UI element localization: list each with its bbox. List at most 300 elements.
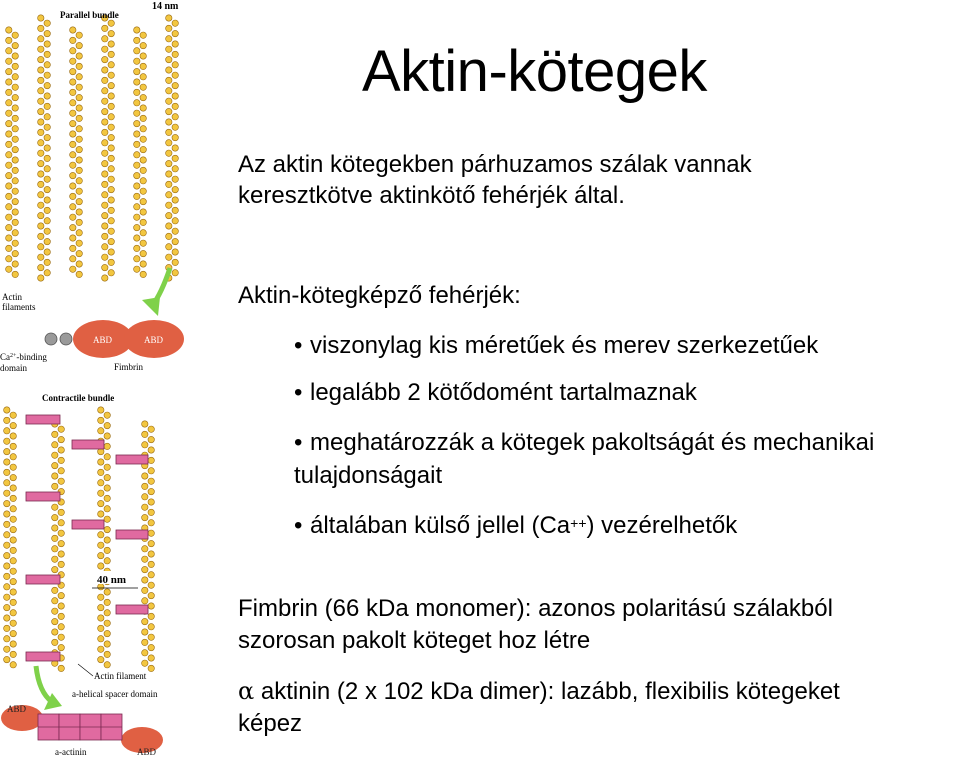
actin-bead bbox=[58, 634, 64, 640]
actin-bead bbox=[70, 58, 76, 64]
actin-bead bbox=[102, 223, 108, 229]
actin-bead bbox=[172, 124, 178, 130]
actin-bead bbox=[6, 110, 12, 116]
actin-bead bbox=[134, 266, 140, 272]
actin-bead bbox=[76, 157, 82, 163]
actin-bead bbox=[102, 77, 108, 83]
actin-bead bbox=[102, 25, 108, 31]
actin-bead bbox=[166, 244, 172, 250]
actin-bead bbox=[104, 422, 110, 428]
actin-bead bbox=[12, 84, 18, 90]
actin-bead bbox=[76, 53, 82, 59]
actin-bead bbox=[44, 207, 50, 213]
actin-bead bbox=[166, 25, 172, 31]
actin-bead bbox=[38, 233, 44, 239]
green-arrow-top-head bbox=[142, 297, 160, 316]
actinin-rod bbox=[116, 530, 148, 539]
actin-bead bbox=[6, 172, 12, 178]
actin-bead bbox=[140, 188, 146, 194]
actin-bead bbox=[52, 608, 58, 614]
actin-bead bbox=[148, 551, 154, 557]
actin-bead bbox=[70, 110, 76, 116]
actin-bead bbox=[172, 20, 178, 26]
actin-bead bbox=[102, 98, 108, 104]
actin-bead bbox=[38, 119, 44, 125]
actin-bead bbox=[102, 244, 108, 250]
actin-bead bbox=[44, 62, 50, 68]
actin-bead bbox=[58, 624, 64, 630]
actin-bead bbox=[52, 535, 58, 541]
actin-bead bbox=[52, 587, 58, 593]
actin-bead bbox=[140, 146, 146, 152]
actin-bead bbox=[12, 42, 18, 48]
actin-bead bbox=[142, 566, 148, 572]
actinin-dimer bbox=[38, 714, 122, 740]
actin-bead bbox=[6, 100, 12, 106]
actin-bead bbox=[140, 198, 146, 204]
actin-bead bbox=[58, 520, 64, 526]
actin-bead bbox=[6, 193, 12, 199]
actin-bead bbox=[10, 495, 16, 501]
actin-bead bbox=[38, 212, 44, 218]
actin-bead bbox=[38, 202, 44, 208]
actin-bead bbox=[108, 114, 114, 120]
actin-bead bbox=[134, 141, 140, 147]
actin-bead bbox=[148, 457, 154, 463]
actin-bead bbox=[38, 36, 44, 42]
actin-bead bbox=[102, 56, 108, 62]
actin-bead bbox=[4, 646, 10, 652]
actin-bead bbox=[148, 613, 154, 619]
actin-bead bbox=[38, 46, 44, 52]
actin-bead bbox=[44, 218, 50, 224]
fimbrin-label: Fimbrin bbox=[114, 362, 144, 372]
actin-bead bbox=[148, 499, 154, 505]
actin-bead bbox=[10, 651, 16, 657]
bullet-item-1: • viszonylag kis méretűek és merev szerkezetűek bbox=[294, 332, 819, 359]
actin-bead bbox=[76, 261, 82, 267]
actin-bead bbox=[52, 514, 58, 520]
actin-bead bbox=[140, 94, 146, 100]
actin-bead bbox=[6, 224, 12, 230]
actin-bead bbox=[140, 84, 146, 90]
actin-filaments-label-2: filaments bbox=[2, 302, 36, 312]
actin-bead bbox=[58, 644, 64, 650]
actin-bead bbox=[44, 41, 50, 47]
actin-bead bbox=[6, 256, 12, 262]
actin-bead bbox=[58, 447, 64, 453]
actin-bead bbox=[140, 219, 146, 225]
actin-bead bbox=[172, 114, 178, 120]
actin-bead bbox=[166, 212, 172, 218]
actin-bead bbox=[98, 625, 104, 631]
actin-bead bbox=[108, 62, 114, 68]
actin-bead bbox=[52, 639, 58, 645]
actin-bead bbox=[108, 197, 114, 203]
actin-bead bbox=[76, 230, 82, 236]
actin-bead bbox=[108, 270, 114, 276]
actin-bead bbox=[70, 245, 76, 251]
actin-bead bbox=[38, 108, 44, 114]
actin-bead bbox=[4, 480, 10, 486]
actin-bead bbox=[108, 103, 114, 109]
actin-bead bbox=[6, 245, 12, 251]
actin-bead bbox=[166, 77, 172, 83]
actin-bead bbox=[6, 204, 12, 210]
actin-bead bbox=[104, 641, 110, 647]
actin-bead bbox=[76, 32, 82, 38]
actin-bead bbox=[108, 155, 114, 161]
ca-domain-2 bbox=[60, 333, 72, 345]
actin-bead bbox=[44, 134, 50, 140]
actin-bead bbox=[58, 551, 64, 557]
actin-bead bbox=[4, 636, 10, 642]
actin-bead bbox=[6, 131, 12, 137]
actin-bead bbox=[104, 547, 110, 553]
actin-bead bbox=[12, 157, 18, 163]
actin-bead bbox=[134, 152, 140, 158]
actin-bead bbox=[104, 610, 110, 616]
actin-bead bbox=[52, 525, 58, 531]
actin-bead bbox=[4, 542, 10, 548]
actin-bead bbox=[76, 94, 82, 100]
actin-bead bbox=[58, 426, 64, 432]
actin-bead bbox=[44, 155, 50, 161]
actin-bead bbox=[38, 171, 44, 177]
actin-bead bbox=[142, 577, 148, 583]
actin-bead bbox=[12, 126, 18, 132]
actin-bead bbox=[4, 615, 10, 621]
actin-bead bbox=[38, 98, 44, 104]
actin-bead bbox=[76, 240, 82, 246]
actin-bead bbox=[140, 157, 146, 163]
actin-bead bbox=[12, 146, 18, 152]
actin-bead bbox=[148, 488, 154, 494]
actin-bead bbox=[148, 582, 154, 588]
actin-bead bbox=[6, 162, 12, 168]
actin-bead bbox=[134, 37, 140, 43]
actin-bead bbox=[4, 563, 10, 569]
actin-bead bbox=[142, 504, 148, 510]
actin-bead bbox=[172, 176, 178, 182]
actin-bead bbox=[70, 235, 76, 241]
actin-bead bbox=[108, 176, 114, 182]
actin-bead bbox=[148, 624, 154, 630]
actin-bead bbox=[166, 98, 172, 104]
actin-bead bbox=[6, 58, 12, 64]
40nm-label: 40 nm bbox=[97, 574, 127, 586]
actin-bead bbox=[12, 209, 18, 215]
actin-bead bbox=[4, 417, 10, 423]
actin-bead bbox=[38, 129, 44, 135]
actin-bead bbox=[10, 433, 16, 439]
actin-bead bbox=[76, 271, 82, 277]
actin-bead bbox=[104, 558, 110, 564]
actin-bead bbox=[12, 219, 18, 225]
a-actinin-label: a-actinin bbox=[55, 747, 87, 757]
actin-bead bbox=[172, 207, 178, 213]
actin-bead bbox=[38, 244, 44, 250]
actin-bead bbox=[166, 108, 172, 114]
actin-bead bbox=[38, 150, 44, 156]
actin-bead bbox=[6, 27, 12, 33]
actin-bead bbox=[76, 84, 82, 90]
actin-bead bbox=[142, 618, 148, 624]
actin-bead bbox=[38, 223, 44, 229]
actin-bead bbox=[38, 88, 44, 94]
actin-bead bbox=[166, 88, 172, 94]
proteins-heading: Aktin-kötegképző fehérjék: bbox=[238, 282, 521, 309]
actin-bead bbox=[140, 42, 146, 48]
actin-bead bbox=[6, 141, 12, 147]
actin-bead bbox=[166, 140, 172, 146]
actin-bead bbox=[70, 266, 76, 272]
parallel-bundle-label: Parallel bundle bbox=[60, 10, 119, 20]
actin-bead bbox=[70, 193, 76, 199]
actin-bead bbox=[58, 540, 64, 546]
actin-bead bbox=[104, 433, 110, 439]
actin-bead bbox=[12, 167, 18, 173]
actin-bead bbox=[98, 459, 104, 465]
actin-bead bbox=[172, 166, 178, 172]
actin-bead bbox=[44, 197, 50, 203]
actin-bead bbox=[10, 589, 16, 595]
actin-bead bbox=[102, 129, 108, 135]
actin-bead bbox=[10, 630, 16, 636]
actin-bead bbox=[102, 46, 108, 52]
actin-bead bbox=[134, 58, 140, 64]
actin-bead bbox=[38, 160, 44, 166]
actin-bead bbox=[104, 474, 110, 480]
actin-bead bbox=[134, 183, 140, 189]
actin-bead bbox=[6, 266, 12, 272]
actin-bead bbox=[4, 490, 10, 496]
actin-bead bbox=[4, 594, 10, 600]
actin-bead bbox=[108, 238, 114, 244]
actin-bead bbox=[166, 254, 172, 260]
actin-bead bbox=[70, 27, 76, 33]
actin-bead bbox=[172, 197, 178, 203]
actin-bead bbox=[166, 67, 172, 73]
actin-bead bbox=[70, 131, 76, 137]
actin-bead bbox=[108, 228, 114, 234]
actin-bead bbox=[140, 74, 146, 80]
actin-bead bbox=[52, 566, 58, 572]
actin-bead bbox=[172, 249, 178, 255]
actin-bead bbox=[172, 93, 178, 99]
actin-bead bbox=[102, 212, 108, 218]
bullet-item-2: • legalább 2 kötődomént tartalmaznak bbox=[294, 379, 697, 406]
actin-bead bbox=[134, 110, 140, 116]
actin-bead bbox=[6, 37, 12, 43]
actin-bead bbox=[6, 214, 12, 220]
actin-bead bbox=[38, 25, 44, 31]
actin-bead bbox=[102, 108, 108, 114]
actin-bead bbox=[58, 478, 64, 484]
actin-bead bbox=[38, 56, 44, 62]
actin-bead bbox=[44, 186, 50, 192]
actin-bead bbox=[76, 250, 82, 256]
actin-bead bbox=[148, 634, 154, 640]
actin-bead bbox=[148, 665, 154, 671]
actin-bead bbox=[134, 245, 140, 251]
actin-bead bbox=[76, 146, 82, 152]
actin-bead bbox=[108, 20, 114, 26]
actin-bead bbox=[44, 114, 50, 120]
actin-bead bbox=[38, 77, 44, 83]
actin-bead bbox=[70, 152, 76, 158]
actin-bead bbox=[102, 181, 108, 187]
actin-bead bbox=[4, 500, 10, 506]
actin-bead bbox=[140, 53, 146, 59]
actin-bead bbox=[98, 532, 104, 538]
actin-bead bbox=[58, 561, 64, 567]
actin-bead bbox=[4, 459, 10, 465]
actin-bead bbox=[142, 431, 148, 437]
actin-bead bbox=[76, 219, 82, 225]
actin-bead bbox=[10, 443, 16, 449]
actin-bead bbox=[4, 448, 10, 454]
actin-bead bbox=[58, 457, 64, 463]
actin-bead bbox=[140, 32, 146, 38]
actin-bead bbox=[108, 259, 114, 265]
alpha-symbol: α bbox=[238, 677, 255, 705]
actin-bead bbox=[4, 604, 10, 610]
actin-bead bbox=[134, 27, 140, 33]
actin-bead bbox=[58, 530, 64, 536]
actin-bead bbox=[104, 630, 110, 636]
actin-bead bbox=[166, 202, 172, 208]
actin-bead bbox=[102, 36, 108, 42]
actin-bead bbox=[6, 79, 12, 85]
actin-bead bbox=[102, 171, 108, 177]
actin-bead bbox=[70, 68, 76, 74]
actin-bead bbox=[102, 160, 108, 166]
actin-bead bbox=[44, 145, 50, 151]
actin-filament-pointer bbox=[78, 664, 93, 676]
actin-bead bbox=[10, 454, 16, 460]
actin-bead bbox=[58, 468, 64, 474]
actin-bead bbox=[108, 249, 114, 255]
actin-bead bbox=[12, 250, 18, 256]
actin-bead bbox=[134, 100, 140, 106]
actin-bead bbox=[166, 223, 172, 229]
actin-bead bbox=[12, 188, 18, 194]
actin-bead bbox=[44, 270, 50, 276]
actin-bead bbox=[4, 428, 10, 434]
actin-bead bbox=[140, 250, 146, 256]
actin-bead bbox=[108, 207, 114, 213]
actin-bead bbox=[52, 462, 58, 468]
actin-bead bbox=[76, 115, 82, 121]
actin-bead bbox=[148, 478, 154, 484]
actin-bead bbox=[70, 224, 76, 230]
actin-bead bbox=[10, 464, 16, 470]
actin-bead bbox=[10, 506, 16, 512]
abd-label-4: ABD bbox=[137, 747, 157, 757]
actin-bead bbox=[172, 72, 178, 78]
actin-bead bbox=[4, 438, 10, 444]
actin-bead bbox=[148, 447, 154, 453]
actin-bead bbox=[12, 230, 18, 236]
actin-bead bbox=[166, 56, 172, 62]
actin-bead bbox=[104, 589, 110, 595]
actin-bead bbox=[44, 30, 50, 36]
actin-bead bbox=[104, 454, 110, 460]
actin-bead bbox=[52, 556, 58, 562]
actin-bead bbox=[104, 464, 110, 470]
actin-bead bbox=[38, 15, 44, 21]
actin-bead bbox=[134, 89, 140, 95]
actin-bead bbox=[52, 431, 58, 437]
actin-bead bbox=[172, 186, 178, 192]
actin-bead bbox=[12, 32, 18, 38]
bullet-item-3: • meghatározzák a kötegek pakoltságát és mechanikai bbox=[294, 429, 875, 456]
actin-bead bbox=[44, 259, 50, 265]
actin-bead bbox=[142, 650, 148, 656]
actin-bead bbox=[58, 592, 64, 598]
actin-bead bbox=[52, 629, 58, 635]
actin-bead bbox=[52, 483, 58, 489]
actin-bead bbox=[44, 93, 50, 99]
fimbrin-line-2: szorosan pakolt köteget hoz létre bbox=[238, 627, 591, 654]
actin-bead bbox=[172, 238, 178, 244]
actin-bead bbox=[104, 526, 110, 532]
spacer-domain-label: a-helical spacer domain bbox=[72, 689, 158, 699]
actin-bead bbox=[70, 214, 76, 220]
actin-bead bbox=[104, 485, 110, 491]
actin-bead bbox=[172, 155, 178, 161]
actin-bead bbox=[148, 561, 154, 567]
actin-bead bbox=[10, 485, 16, 491]
actin-bead bbox=[6, 183, 12, 189]
actin-bead bbox=[172, 103, 178, 109]
actin-filament-label: Actin filament bbox=[94, 671, 147, 681]
actin-bead bbox=[6, 89, 12, 95]
actin-bead bbox=[10, 620, 16, 626]
actin-bead bbox=[172, 134, 178, 140]
actin-bead bbox=[166, 129, 172, 135]
actinin-rod bbox=[26, 575, 60, 584]
contractile-bundle-label: Contractile bundle bbox=[42, 393, 115, 403]
actin-bead bbox=[142, 629, 148, 635]
actin-bead bbox=[4, 469, 10, 475]
actin-bead bbox=[76, 136, 82, 142]
actin-bead bbox=[102, 264, 108, 270]
actin-bead bbox=[12, 136, 18, 142]
actin-bead bbox=[102, 150, 108, 156]
actin-bead bbox=[58, 436, 64, 442]
actin-bead bbox=[52, 546, 58, 552]
actin-bead bbox=[98, 604, 104, 610]
actin-bead bbox=[140, 230, 146, 236]
actin-bead bbox=[108, 72, 114, 78]
actin-bead bbox=[38, 254, 44, 260]
actin-bead bbox=[102, 192, 108, 198]
actin-bead bbox=[98, 563, 104, 569]
actin-bead bbox=[44, 124, 50, 130]
actin-bead bbox=[108, 51, 114, 57]
actin-bead bbox=[70, 256, 76, 262]
actin-bead bbox=[172, 51, 178, 57]
actin-bead bbox=[58, 665, 64, 671]
actin-bead bbox=[98, 636, 104, 642]
actin-bead bbox=[4, 584, 10, 590]
actin-bead bbox=[140, 167, 146, 173]
actin-bead bbox=[70, 48, 76, 54]
actin-bead bbox=[76, 178, 82, 184]
actin-bead bbox=[166, 160, 172, 166]
